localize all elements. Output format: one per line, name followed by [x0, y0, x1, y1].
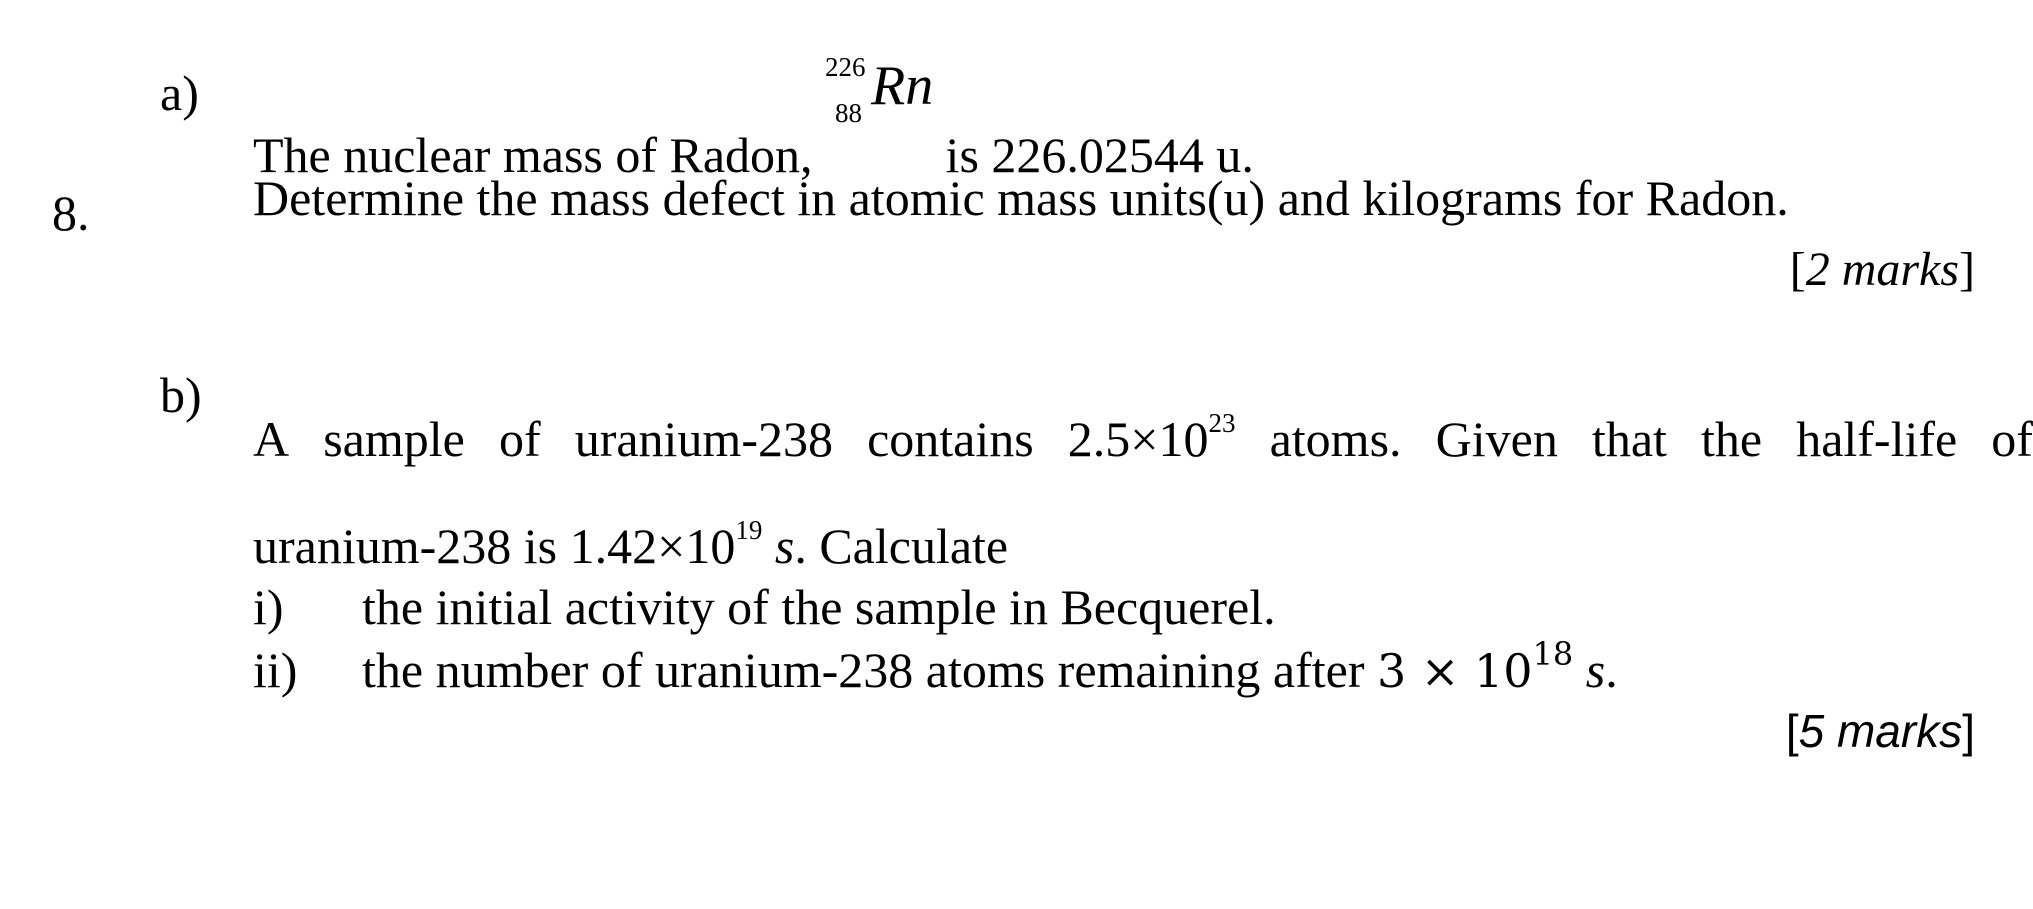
time-exponent: 18	[1532, 635, 1574, 673]
radon-mass-number: 226	[825, 52, 866, 82]
marks-open-bracket: [	[1789, 243, 1806, 296]
radon-nuclide-symbol	[825, 52, 934, 172]
word: half-life	[1796, 411, 1958, 467]
word: of	[498, 411, 541, 467]
word: the	[1701, 411, 1763, 467]
radon-element-symbol: Rn	[871, 55, 934, 117]
part-b-line2-suffix: . Calculate	[794, 518, 1009, 574]
halflife-expression	[569, 515, 795, 574]
word: atoms.	[1269, 411, 1402, 467]
word: sample	[323, 411, 465, 467]
time-unit: s	[1585, 642, 1606, 698]
part-b-marks	[1785, 705, 1975, 757]
part-b-label: b)	[160, 367, 202, 423]
part-b-line2	[253, 515, 1009, 574]
part-b-line1	[253, 408, 2033, 467]
atoms-mantissa: 2.5×10	[1067, 411, 1209, 467]
list-item-num: i)	[253, 579, 284, 635]
list-item-text-prefix: the number of uranium-238 atoms remaining after	[362, 642, 1365, 698]
remaining-time-expression	[1376, 635, 1618, 698]
halflife-unit: s	[774, 518, 795, 574]
word: of	[1991, 411, 2033, 467]
marks-value: 5 marks	[1798, 705, 1963, 757]
halflife-mantissa: 1.42×10	[569, 518, 736, 574]
word: that	[1591, 411, 1667, 467]
marks-close-bracket: ]	[1962, 705, 1975, 757]
halflife-exponent: 19	[735, 515, 763, 545]
list-item-text	[362, 635, 1618, 698]
part-a-line2: Determine the mass defect in atomic mass units(u) and kilograms for Radon.	[253, 170, 1789, 226]
marks-value: 2 marks	[1805, 243, 1960, 296]
question-number: 8.	[52, 185, 90, 241]
part-a-line1-suffix: is 226.02544 u.	[945, 127, 1254, 183]
part-a-label: a)	[160, 65, 199, 121]
atoms-count-expression	[1067, 408, 1236, 467]
list-item-text: the initial activity of the sample in Becquerel.	[362, 579, 1276, 635]
word: contains	[867, 411, 1034, 467]
part-a-line1-prefix: The nuclear mass of Radon,	[253, 127, 813, 183]
radon-atomic-number: 88	[835, 98, 863, 128]
word: Given	[1435, 411, 1558, 467]
list-item-num: ii)	[253, 642, 298, 698]
part-a-marks	[1789, 243, 1975, 296]
marks-open-bracket: [	[1785, 705, 1799, 757]
part-b-line2-prefix: uranium-238 is	[253, 518, 558, 574]
word: uranium-238	[574, 411, 833, 467]
atoms-exponent: 23	[1208, 408, 1236, 438]
word: A	[253, 411, 290, 467]
marks-close-bracket: ]	[1959, 243, 1975, 296]
sentence-end: .	[1605, 642, 1618, 698]
time-mantissa: 3 × 10	[1376, 644, 1533, 698]
